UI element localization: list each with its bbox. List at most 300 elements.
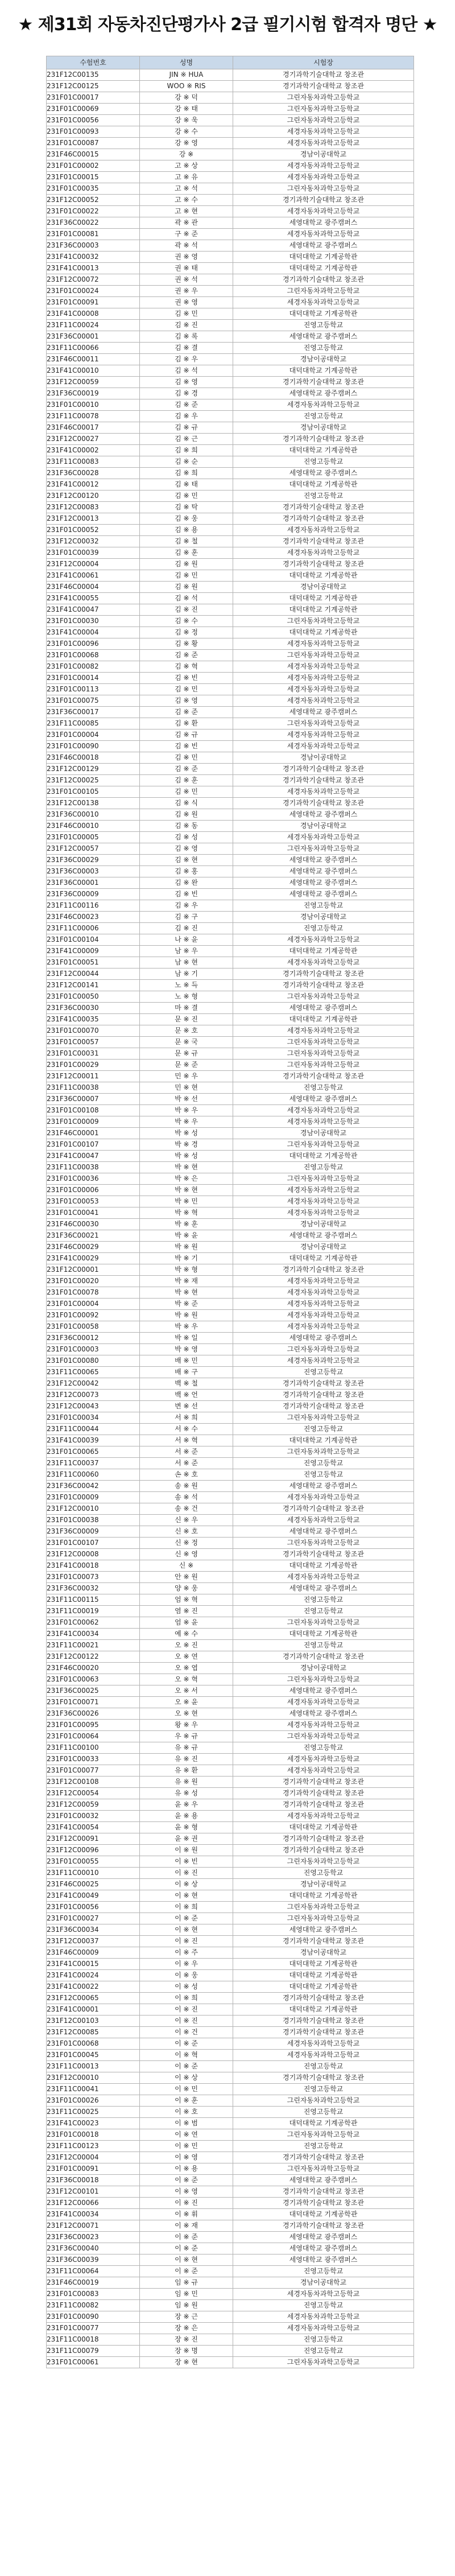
results-table bbox=[46, 56, 414, 2368]
table-row bbox=[47, 2311, 414, 2323]
exam-site-cell: 경남이공대학교 bbox=[233, 582, 414, 593]
name-cell: 이 ※ 진 bbox=[140, 2004, 233, 2016]
table-row bbox=[47, 331, 414, 343]
name-cell: 김 ※ 민 bbox=[140, 786, 233, 798]
exam-site-cell: 경기과학기술대학교 창조관 bbox=[233, 2220, 414, 2232]
name-cell: 이 ※ 진 bbox=[140, 1868, 233, 1879]
exam-site-cell: 세영대학교 광주캠퍼스 bbox=[233, 809, 414, 821]
name-cell: 이 ※ 원 bbox=[140, 1845, 233, 1856]
header-exam-site: 시험장 bbox=[233, 56, 414, 69]
exam-site-cell: 대덕대학교 기계공학관 bbox=[233, 252, 414, 263]
exam-number-cell: 231F12C00042 bbox=[47, 1378, 140, 1390]
exam-site-cell: 세경자동차과학고등학교 bbox=[233, 1105, 414, 1116]
exam-site-cell: 경남이공대학교 bbox=[233, 1242, 414, 1253]
exam-site-cell: 대덕대학교 기계공학관 bbox=[233, 604, 414, 616]
exam-site-cell: 세경자동차과학고등학교 bbox=[233, 1287, 414, 1299]
name-cell: 권 ※ 우 bbox=[140, 286, 233, 297]
exam-number-cell: 231F01C00092 bbox=[47, 1310, 140, 1321]
exam-number-cell: 231F12C00138 bbox=[47, 798, 140, 809]
name-cell: 유 ※ 원 bbox=[140, 1777, 233, 1788]
exam-site-cell: 그린자동차과학고등학교 bbox=[233, 1139, 414, 1151]
exam-number-cell: 231F36C00007 bbox=[47, 1094, 140, 1105]
table-row bbox=[47, 1777, 414, 1788]
table-row bbox=[47, 1014, 414, 1025]
table-row bbox=[47, 1617, 414, 1629]
name-cell: 김 ※ 준 bbox=[140, 399, 233, 411]
table-row bbox=[47, 866, 414, 877]
name-cell: 이 ※ 연 bbox=[140, 2129, 233, 2141]
name-cell: 서 ※ 희 bbox=[140, 1412, 233, 1424]
exam-site-cell: 그린자동차과학고등학교 bbox=[233, 115, 414, 126]
exam-site-cell: 세경자동차과학고등학교 bbox=[233, 1754, 414, 1765]
table-row bbox=[47, 798, 414, 809]
table-row bbox=[47, 354, 414, 365]
exam-number-cell: 231F41C00049 bbox=[47, 1890, 140, 1902]
name-cell: 윤 ※ 용 bbox=[140, 1811, 233, 1822]
exam-number-cell: 231F01C00041 bbox=[47, 1207, 140, 1219]
name-cell: 엄 ※ 혁 bbox=[140, 1594, 233, 1606]
exam-number-cell: 231F01C00107 bbox=[47, 1538, 140, 1549]
exam-number-cell: 231F01C00107 bbox=[47, 1139, 140, 1151]
exam-number-cell: 231F41C00018 bbox=[47, 1560, 140, 1572]
name-cell: 박 ※ 성 bbox=[140, 1151, 233, 1162]
name-cell: 신 ※ 정 bbox=[140, 1538, 233, 1549]
name-cell: 김 ※ 준 bbox=[140, 764, 233, 775]
exam-number-cell: 231F01C00090 bbox=[47, 741, 140, 752]
name-cell: 이 ※ 민 bbox=[140, 2141, 233, 2152]
table-row bbox=[47, 1833, 414, 1845]
name-cell: 김 ※ 준 bbox=[140, 650, 233, 661]
table-row bbox=[47, 2289, 414, 2300]
exam-number-cell: 231F46C00004 bbox=[47, 582, 140, 593]
table-row bbox=[47, 1446, 414, 1458]
exam-number-cell: 231F36C00039 bbox=[47, 2254, 140, 2266]
exam-number-cell: 231F36C00034 bbox=[47, 1924, 140, 1936]
header-exam-number: 수험번호 bbox=[47, 56, 140, 69]
exam-site-cell: 경기과학기술대학교 창조관 bbox=[233, 2198, 414, 2209]
name-cell: 오 ※ 윤 bbox=[140, 1697, 233, 1708]
exam-site-cell: 세영대학교 광주캠퍼스 bbox=[233, 1003, 414, 1014]
table-row bbox=[47, 2198, 414, 2209]
exam-number-cell: 231F01C00038 bbox=[47, 1515, 140, 1526]
exam-number-cell: 231F11C00037 bbox=[47, 1458, 140, 1469]
exam-site-cell: 경기과학기술대학교 창조관 bbox=[233, 1651, 414, 1663]
table-row bbox=[47, 1230, 414, 1242]
exam-site-cell: 진영고등학교 bbox=[233, 411, 414, 422]
table-row bbox=[47, 991, 414, 1003]
exam-number-cell: 231F01C00004 bbox=[47, 729, 140, 741]
exam-site-cell: 대덕대학교 기계공학관 bbox=[233, 1959, 414, 1970]
exam-site-cell: 경기과학기술대학교 창조관 bbox=[233, 1936, 414, 1947]
table-row bbox=[47, 2175, 414, 2186]
exam-site-cell: 그린자동차과학고등학교 bbox=[233, 104, 414, 115]
name-cell: 이 ※ 건 bbox=[140, 2027, 233, 2038]
exam-site-cell: 진영고등학교 bbox=[233, 2266, 414, 2277]
name-cell: 이 ※ 성 bbox=[140, 1981, 233, 1993]
exam-site-cell: 진영고등학교 bbox=[233, 2141, 414, 2152]
exam-site-cell: 대덕대학교 기계공학관 bbox=[233, 1151, 414, 1162]
table-row bbox=[47, 1412, 414, 1424]
name-cell: 김 ※ 환 bbox=[140, 718, 233, 729]
name-cell: 김 ※ 성 bbox=[140, 832, 233, 843]
exam-site-cell: 진영고등학교 bbox=[233, 1606, 414, 1617]
table-row bbox=[47, 1003, 414, 1014]
table-row bbox=[47, 616, 414, 627]
table-row bbox=[47, 1082, 414, 1094]
exam-number-cell: 231F01C00045 bbox=[47, 2050, 140, 2061]
header-row bbox=[47, 56, 414, 69]
name-cell: 임 ※ 원 bbox=[140, 2300, 233, 2311]
exam-site-cell: 그린자동차과학고등학교 bbox=[233, 1856, 414, 1868]
table-row bbox=[47, 1071, 414, 1082]
table-row bbox=[47, 1173, 414, 1185]
name-cell: 이 ※ 민 bbox=[140, 2084, 233, 2095]
exam-number-cell: 231F01C00062 bbox=[47, 1617, 140, 1629]
name-cell: 박 ※ 우 bbox=[140, 1116, 233, 1128]
name-cell: 김 ※ 진 bbox=[140, 604, 233, 616]
exam-site-cell: 진영고등학교 bbox=[233, 923, 414, 934]
exam-site-cell: 경기과학기술대학교 창조관 bbox=[233, 1833, 414, 1845]
name-cell: 김 ※ 철 bbox=[140, 536, 233, 547]
exam-site-cell: 그린자동차과학고등학교 bbox=[233, 2129, 414, 2141]
exam-number-cell: 231F01C00051 bbox=[47, 957, 140, 968]
name-cell: 김 ※ 훈 bbox=[140, 775, 233, 786]
table-row bbox=[47, 2027, 414, 2038]
exam-site-cell: 세영대학교 광주캠퍼스 bbox=[233, 889, 414, 900]
table-row bbox=[47, 1515, 414, 1526]
name-cell: 신 ※ 우 bbox=[140, 1515, 233, 1526]
exam-number-cell: 231F46C00023 bbox=[47, 912, 140, 923]
table-row bbox=[47, 1583, 414, 1594]
exam-site-cell: 세경자동차과학고등학교 bbox=[233, 1720, 414, 1731]
table-row bbox=[47, 1924, 414, 1936]
name-cell: 곽 ※ 관 bbox=[140, 217, 233, 229]
exam-site-cell: 진영고등학교 bbox=[233, 1424, 414, 1435]
table-row bbox=[47, 69, 414, 81]
exam-site-cell: 세영대학교 광주캠퍼스 bbox=[233, 855, 414, 866]
name-cell: 남 ※ 기 bbox=[140, 968, 233, 980]
name-cell: 김 ※ 우 bbox=[140, 900, 233, 912]
exam-site-cell: 진영고등학교 bbox=[233, 1162, 414, 1173]
exam-site-cell: 세영대학교 광주캠퍼스 bbox=[233, 1481, 414, 1492]
exam-site-cell: 세경자동차과학고등학교 bbox=[233, 1116, 414, 1128]
name-cell: 이 ※ 진 bbox=[140, 2198, 233, 2209]
name-cell: 이 ※ 준 bbox=[140, 2175, 233, 2186]
exam-site-cell: 진영고등학교 bbox=[233, 1594, 414, 1606]
exam-number-cell: 231F12C00096 bbox=[47, 1845, 140, 1856]
table-row bbox=[47, 308, 414, 320]
exam-number-cell: 231F11C00065 bbox=[47, 1367, 140, 1378]
exam-site-cell: 세경자동차과학고등학교 bbox=[233, 786, 414, 798]
name-cell: 염 ※ 진 bbox=[140, 1606, 233, 1617]
table-row bbox=[47, 1321, 414, 1333]
name-cell: 김 ※ 영 bbox=[140, 695, 233, 707]
name-cell: 김 ※ 식 bbox=[140, 798, 233, 809]
exam-number-cell: 231F01C00024 bbox=[47, 286, 140, 297]
exam-number-cell: 231F01C00002 bbox=[47, 160, 140, 172]
exam-number-cell: 231F01C00017 bbox=[47, 92, 140, 104]
exam-number-cell: 231F01C00068 bbox=[47, 650, 140, 661]
exam-number-cell: 231F01C00071 bbox=[47, 1697, 140, 1708]
name-cell: 우 ※ 규 bbox=[140, 1731, 233, 1742]
table-row bbox=[47, 1868, 414, 1879]
exam-number-cell: 231F01C00095 bbox=[47, 1720, 140, 1731]
name-cell: 권 ※ 태 bbox=[140, 263, 233, 274]
name-cell: 고 ※ 현 bbox=[140, 206, 233, 217]
exam-site-cell: 그린자동차과학고등학교 bbox=[233, 1037, 414, 1048]
name-cell: 윤 ※ 형 bbox=[140, 1822, 233, 1833]
exam-number-cell: 231F01C00006 bbox=[47, 1185, 140, 1196]
exam-site-cell: 세경자동차과학고등학교 bbox=[233, 1299, 414, 1310]
name-cell: 문 ※ 호 bbox=[140, 1025, 233, 1037]
name-cell: 김 ※ 태 bbox=[140, 479, 233, 491]
table-row bbox=[47, 1128, 414, 1139]
table-row bbox=[47, 900, 414, 912]
exam-number-cell: 231F36C00018 bbox=[47, 2175, 140, 2186]
exam-site-cell: 그린자동차과학고등학교 bbox=[233, 843, 414, 855]
name-cell: 장 ※ 근 bbox=[140, 2311, 233, 2323]
table-row bbox=[47, 1105, 414, 1116]
table-row bbox=[47, 1560, 414, 1572]
name-cell: 권 ※ 영 bbox=[140, 297, 233, 308]
exam-number-cell: 231F36C00028 bbox=[47, 468, 140, 479]
name-cell: 양 ※ 웅 bbox=[140, 1583, 233, 1594]
exam-site-cell: 세경자동차과학고등학교 bbox=[233, 229, 414, 240]
table-row bbox=[47, 1185, 414, 1196]
name-cell: 신 ※ bbox=[140, 1560, 233, 1572]
table-row bbox=[47, 638, 414, 650]
name-cell: 이 ※ 준 bbox=[140, 1913, 233, 1924]
name-cell: 윤 ※ 우 bbox=[140, 1799, 233, 1811]
exam-number-cell: 231F11C00021 bbox=[47, 1640, 140, 1651]
exam-site-cell: 세경자동차과학고등학교 bbox=[233, 547, 414, 559]
exam-number-cell: 231F01C00026 bbox=[47, 2095, 140, 2107]
exam-number-cell: 231F11C00078 bbox=[47, 411, 140, 422]
name-cell: 김 ※ 현 bbox=[140, 855, 233, 866]
exam-site-cell: 세경자동차과학고등학교 bbox=[233, 2311, 414, 2323]
name-cell: 박 ※ 원 bbox=[140, 1242, 233, 1253]
page-title: ★ 제31회 자동차진단평가사 2급 필기시험 합격자 명단 ★ bbox=[18, 15, 437, 35]
name-cell: 강 ※ 영 bbox=[140, 138, 233, 149]
table-row bbox=[47, 92, 414, 104]
exam-number-cell: 231F41C00022 bbox=[47, 1981, 140, 1993]
table-row bbox=[47, 297, 414, 308]
name-cell: 김 ※ 동 bbox=[140, 821, 233, 832]
exam-number-cell: 231F11C00038 bbox=[47, 1082, 140, 1094]
table-row bbox=[47, 2323, 414, 2334]
table-row bbox=[47, 855, 414, 866]
name-cell: 김 ※ 탁 bbox=[140, 502, 233, 513]
exam-number-cell: 231F01C00113 bbox=[47, 684, 140, 695]
name-cell: 박 ※ 경 bbox=[140, 1139, 233, 1151]
exam-site-cell: 경기과학기술대학교 창조관 bbox=[233, 69, 414, 81]
exam-site-cell: 세경자동차과학고등학교 bbox=[233, 1355, 414, 1367]
table-row bbox=[47, 889, 414, 900]
name-cell: 송 ※ 석 bbox=[140, 1492, 233, 1503]
table-row bbox=[47, 980, 414, 991]
name-cell: 장 ※ 은 bbox=[140, 2323, 233, 2334]
exam-number-cell: 231F12C00101 bbox=[47, 2186, 140, 2198]
exam-number-cell: 231F41C00010 bbox=[47, 365, 140, 377]
name-cell: 김 ※ 구 bbox=[140, 912, 233, 923]
exam-site-cell: 세경자동차과학고등학교 bbox=[233, 399, 414, 411]
table-row bbox=[47, 1947, 414, 1959]
exam-site-cell: 그린자동차과학고등학교 bbox=[233, 991, 414, 1003]
exam-site-cell: 세영대학교 광주캠퍼스 bbox=[233, 1333, 414, 1344]
table-row bbox=[47, 593, 414, 604]
name-cell: 김 ※ 결 bbox=[140, 343, 233, 354]
name-cell: 예 ※ 수 bbox=[140, 1629, 233, 1640]
table-row bbox=[47, 1731, 414, 1742]
exam-number-cell: 231F41C00054 bbox=[47, 1822, 140, 1833]
table-row bbox=[47, 1435, 414, 1446]
exam-site-cell: 그린자동차과학고등학교 bbox=[233, 650, 414, 661]
exam-number-cell: 231F01C00039 bbox=[47, 547, 140, 559]
exam-site-cell: 경기과학기술대학교 창조관 bbox=[233, 2152, 414, 2163]
table-row bbox=[47, 2277, 414, 2289]
exam-number-cell: 231F46C00029 bbox=[47, 1242, 140, 1253]
name-cell: 박 ※ 원 bbox=[140, 1310, 233, 1321]
exam-number-cell: 231F12C00085 bbox=[47, 2027, 140, 2038]
exam-site-cell: 대덕대학교 기계공학관 bbox=[233, 1822, 414, 1833]
exam-site-cell: 경기과학기술대학교 창조관 bbox=[233, 1264, 414, 1276]
exam-site-cell: 대덕대학교 기계공학관 bbox=[233, 627, 414, 638]
exam-site-cell: 대덕대학교 기계공학관 bbox=[233, 479, 414, 491]
exam-number-cell: 231F46C00010 bbox=[47, 821, 140, 832]
exam-number-cell: 231F41C00004 bbox=[47, 627, 140, 638]
table-row bbox=[47, 923, 414, 934]
name-cell: 백 ※ 언 bbox=[140, 1390, 233, 1401]
table-row bbox=[47, 365, 414, 377]
name-cell: 민 ※ 현 bbox=[140, 1082, 233, 1094]
table-row bbox=[47, 752, 414, 764]
exam-number-cell: 231F41C00035 bbox=[47, 1014, 140, 1025]
exam-number-cell: 231F01C00056 bbox=[47, 115, 140, 126]
exam-number-cell: 231F12C00141 bbox=[47, 980, 140, 991]
exam-site-cell: 세경자동차과학고등학교 bbox=[233, 2038, 414, 2050]
name-cell: 손 ※ 호 bbox=[140, 1469, 233, 1481]
exam-number-cell: 231F11C00038 bbox=[47, 1162, 140, 1173]
name-cell: 유 ※ 성 bbox=[140, 1788, 233, 1799]
table-row bbox=[47, 1651, 414, 1663]
table-row bbox=[47, 627, 414, 638]
exam-site-cell: 경남이공대학교 bbox=[233, 1947, 414, 1959]
exam-number-cell: 231F12C00004 bbox=[47, 2152, 140, 2163]
table-row bbox=[47, 1981, 414, 1993]
table-row bbox=[47, 2209, 414, 2220]
table-row bbox=[47, 1219, 414, 1230]
name-cell: 김 ※ 진 bbox=[140, 923, 233, 934]
exam-number-cell: 231F11C00064 bbox=[47, 2266, 140, 2277]
table-row bbox=[47, 1355, 414, 1367]
exam-site-cell: 진영고등학교 bbox=[233, 1367, 414, 1378]
table-row bbox=[47, 2084, 414, 2095]
name-cell: 박 ※ 우 bbox=[140, 1321, 233, 1333]
exam-number-cell: 231F12C00135 bbox=[47, 69, 140, 81]
exam-number-cell: 231F46C00011 bbox=[47, 354, 140, 365]
exam-number-cell: 231F01C00050 bbox=[47, 991, 140, 1003]
table-row bbox=[47, 206, 414, 217]
table-row bbox=[47, 1970, 414, 1981]
name-cell: 강 ※ bbox=[140, 149, 233, 160]
exam-site-cell: 그린자동차과학고등학교 bbox=[233, 1674, 414, 1685]
name-cell: 이 ※ 범 bbox=[140, 2118, 233, 2129]
name-cell: 이 ※ 훈 bbox=[140, 2095, 233, 2107]
name-cell: 서 ※ 준 bbox=[140, 1458, 233, 1469]
name-cell: 마 ※ 결 bbox=[140, 1003, 233, 1014]
exam-number-cell: 231F41C00008 bbox=[47, 308, 140, 320]
name-cell: 이 ※ 영 bbox=[140, 2186, 233, 2198]
exam-number-cell: 231F01C00052 bbox=[47, 525, 140, 536]
exam-number-cell: 231F01C00108 bbox=[47, 1105, 140, 1116]
exam-site-cell: 세경자동차과학고등학교 bbox=[233, 1276, 414, 1287]
exam-number-cell: 231F41C00002 bbox=[47, 445, 140, 456]
table-row bbox=[47, 1310, 414, 1321]
exam-site-cell: 진영고등학교 bbox=[233, 1868, 414, 1879]
exam-site-cell: 대덕대학교 기계공학관 bbox=[233, 445, 414, 456]
table-row bbox=[47, 445, 414, 456]
exam-number-cell: 231F36C00026 bbox=[47, 1708, 140, 1720]
exam-site-cell: 경남이공대학교 bbox=[233, 149, 414, 160]
name-cell: 박 ※ 영 bbox=[140, 1344, 233, 1355]
name-cell: 이 ※ 상 bbox=[140, 2072, 233, 2084]
exam-site-cell: 그린자동차과학고등학교 bbox=[233, 1173, 414, 1185]
name-cell: 이 ※ 준 bbox=[140, 2038, 233, 2050]
table-row bbox=[47, 2346, 414, 2357]
exam-number-cell: 231F12C00108 bbox=[47, 1777, 140, 1788]
table-row bbox=[47, 570, 414, 582]
exam-number-cell: 231F12C00066 bbox=[47, 2198, 140, 2209]
exam-site-cell: 세경자동차과학고등학교 bbox=[233, 126, 414, 138]
table-row bbox=[47, 536, 414, 547]
name-cell: 장 ※ 진 bbox=[140, 2334, 233, 2346]
exam-number-cell: 231F01C00015 bbox=[47, 172, 140, 183]
exam-site-cell: 그린자동차과학고등학교 bbox=[233, 1731, 414, 1742]
exam-site-cell: 대덕대학교 기계공학관 bbox=[233, 593, 414, 604]
name-cell: 나 ※ 윤 bbox=[140, 934, 233, 946]
name-cell: 김 ※ 규 bbox=[140, 729, 233, 741]
table-row bbox=[47, 912, 414, 923]
table-row bbox=[47, 729, 414, 741]
table-row bbox=[47, 2129, 414, 2141]
exam-number-cell: 231F36C00019 bbox=[47, 388, 140, 399]
exam-site-cell: 그린자동차과학고등학교 bbox=[233, 1344, 414, 1355]
exam-number-cell: 231F36C00025 bbox=[47, 1685, 140, 1697]
exam-number-cell: 231F12C00008 bbox=[47, 1549, 140, 1560]
header-name: 성명 bbox=[140, 56, 233, 69]
name-cell: 김 ※ 원 bbox=[140, 582, 233, 593]
table-row bbox=[47, 422, 414, 434]
name-cell: 강 ※ 수 bbox=[140, 126, 233, 138]
name-cell: 이 ※ 휘 bbox=[140, 2209, 233, 2220]
exam-site-cell: 경기과학기술대학교 창조관 bbox=[233, 81, 414, 92]
exam-number-cell: 231F01C00104 bbox=[47, 934, 140, 946]
exam-number-cell: 231F01C00035 bbox=[47, 183, 140, 195]
exam-number-cell: 231F36C00003 bbox=[47, 866, 140, 877]
name-cell: 이 ※ 희 bbox=[140, 1993, 233, 2004]
exam-site-cell: 그린자동차과학고등학교 bbox=[233, 1617, 414, 1629]
exam-number-cell: 231F41C00039 bbox=[47, 1435, 140, 1446]
exam-site-cell: 세경자동차과학고등학교 bbox=[233, 1207, 414, 1219]
exam-site-cell: 세경자동차과학고등학교 bbox=[233, 172, 414, 183]
name-cell: 엄 ※ 윤 bbox=[140, 1617, 233, 1629]
exam-site-cell: 경남이공대학교 bbox=[233, 422, 414, 434]
exam-site-cell: 진영고등학교 bbox=[233, 2084, 414, 2095]
exam-site-cell: 그린자동차과학고등학교 bbox=[233, 718, 414, 729]
name-cell: 김 ※ 희 bbox=[140, 445, 233, 456]
exam-number-cell: 231F01C00075 bbox=[47, 695, 140, 707]
exam-site-cell: 경기과학기술대학교 창조관 bbox=[233, 377, 414, 388]
